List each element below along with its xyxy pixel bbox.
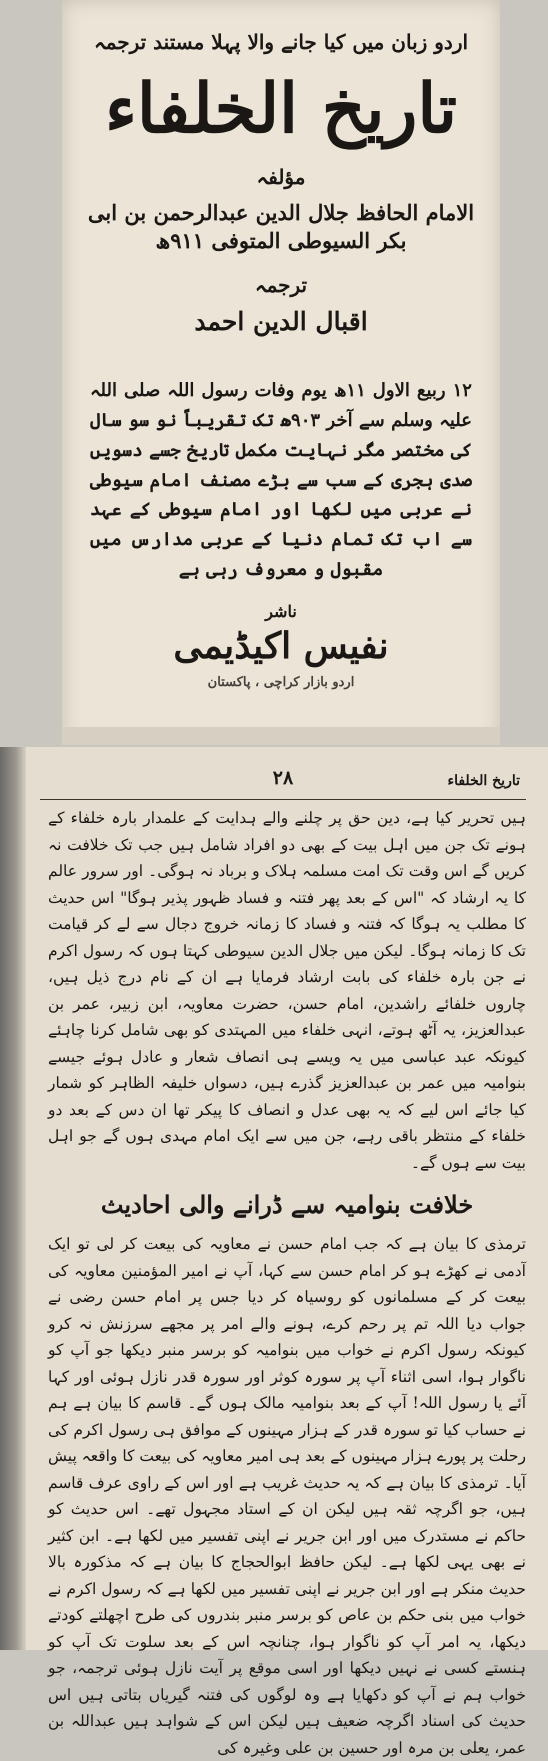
publisher-name: نفیس اکیڈیمی <box>173 625 389 668</box>
title-page <box>62 0 500 745</box>
paragraph-1: ہیں تحریر کیا ہے، دین حق پر چلنے والے ہدایت کے علمدار بارہ خلفاء کے ہونے تک جن میں اہل بیت کے بھی دو افراد شامل ہیں جب تک خلافت نہ کریں گے اس وقت تک امت مسلمہ ہلاک و برباد نہ ہوگی۔ اور سرور عالم کا یہ ارشاد کہ "اس کے بعد پھر فتنہ و فساد ظہور پذیر ہوگا" اس حدیث کا مطلب یہ ہوگا کہ فتنہ و فساد کا زمانہ خروج دجال سے لے کر قیامت تک کا زمانہ ہوگا۔ لیکن میں جلال الدین سیوطی کہتا ہوں کہ رسول اکرم نے جن بارہ خلفاء کی بابت ارشاد فرمایا ہے ان کے نام درج ذیل ہیں، چاروں خلفائے راشدین، امام حسن، حضرت معاویہ، ابن زبیر، عمر بن عبدالعزیز، یہ آٹھ ہوتے، انہی خلفاء میں المہتدی کو بھی شامل کرنا چاہئے کیونکہ عبد عباسی میں یہ ویسے ہی انصاف شعار و عادل ہوئے جیسے بنوامیہ میں عمر بن عبدالعزیز گذرے ہیں، دسواں خلیفہ الظاہر کو شمار کیا جائے اس لیے کہ یہ بھی عدل و انصاف کا پیکر تھا ان دس کے بعد دو خلفاء کے منتظر باقی رہے، جن میں سے ایک امام مہدی ہوں گے جو اہل بیت سے ہوں گے۔ <box>48 809 526 1172</box>
book-subtitle: اردو زبان میں کیا جانے والا پہلا مستند ترجمہ <box>93 30 469 54</box>
page-body <box>48 805 526 1761</box>
book-spine-shadow <box>0 747 26 1650</box>
translator-name: اقبال الدین احمد <box>194 307 368 337</box>
book-description: ۱۲ ربیع الاول ۱۱ھ یوم وفات رسول اللہ صلی اللہ علیہ وسلم سے آخر ۹۰۳ھ تک تقریباً نو سو سال کی مختصر مگر نہایت مکمل تاریخ جسے دسویں صدی ہجری کے سب سے بڑے مصنف امام سیوطی نے عربی میں لکھا اور امام سیوطی کے عہد سے اب تک تمام دنیا کے عربی مدارس میں مقبول و معروف رہی ہے <box>90 380 472 580</box>
section-heading: خلافت بنوامیہ سے ڈرانے والی احادیث <box>100 1190 474 1219</box>
author-label: مؤلفہ <box>256 164 306 189</box>
content-page <box>0 747 548 1757</box>
author-name: الامام الحافظ جلال الدین عبدالرحمن بن ابی بکر السیوطی المتوفی ۹۱۱ھ <box>87 199 475 254</box>
book-title: تاریخ الخلفاء <box>104 69 458 149</box>
translation-label: ترجمہ <box>254 273 308 298</box>
paragraph-2: ترمذی کا بیان ہے کہ جب امام حسن نے معاویہ کی بیعت کر لی تو ایک آدمی نے کھڑے ہو کر امام حسن سے کہا، آپ نے امیر المؤمنین معاویہ کی بیعت کر کے مسلمانوں کو روسیاہ کر دیا جس پر امام حسن رضی نے جواب دیا اللہ تم پر رحم کرے، ہونے والے امر پر مجھے سرزنش نہ کرو کیونکہ رسول اکرم نے خواب میں بنوامیہ کو برسر منبر دیکھا جو آپ کو ناگوار ہوا، اسی اثناء آپ پر سورہ کوثر اور سورہ قدر نازل ہوئی اور کہا آئے یا رسول اللہ! آپ کے بعد بنوامیہ مالک ہوں گے۔ قاسم کا بیان ہے ہم نے حساب کیا تو سورہ قدر کے ہزار مہینوں کے موافق ہی رسول اکرم کی رحلت پر پورے ہزار مہینوں کے بعد ہی امیر معاویہ کی بیعت کا واقعہ پیش آیا۔ ترمذی کا بیان ہے کہ یہ حدیث غریب ہے اور اس کے راوی عرف قاسم ہیں، جو اگرچہ ثقہ ہیں لیکن ان کے استاد مجہول تھے۔ اس حدیث کو حاکم نے مستدرک میں اور ابن جریر نے اپنی تفسیر میں لکھا ہے۔ ابن کثیر نے بھی یہی لکھا ہے۔ لیکن حافظ ابوالحجاج کا بیان ہے کہ مذکورہ بالا حدیث منکر ہے اور ابن جریر نے اپنی تفسیر میں لکھا ہے کہ رسول اکرم نے خواب میں بنی حکم بن عاص کو برسر منبر بندروں کی طرح اچھلتے کودتے دیکھا، یہ امر آپ کو ناگوار ہوا، چنانچہ اس کے بعد سلوت تک آپ کو ہنستے کسی نے نہیں دیکھا اور اسی موقع پر آیت نازل ہوئی ترجمہ، جو خواب ہم نے آپ کو دکھایا ہے وہ لوگوں کی فتنہ گیریاں بتاتی ہیں اس حدیث کی اسناد اگرچہ ضعیف ہیں لیکن اس کے شواہد ہیں عبداللہ بن عمر، یعلی بن مرہ اور حسین بن علی وغیرہ کی <box>48 1235 526 1757</box>
publisher-label: ناشر <box>265 602 297 622</box>
page-number: ۲۸ <box>272 767 294 789</box>
running-title: تاریخ الخلفاء <box>447 773 520 789</box>
page-bottom-edge <box>62 727 500 745</box>
publisher-address: اردو بازار کراچی ، پاکستان <box>207 675 355 691</box>
page-header <box>40 759 526 800</box>
